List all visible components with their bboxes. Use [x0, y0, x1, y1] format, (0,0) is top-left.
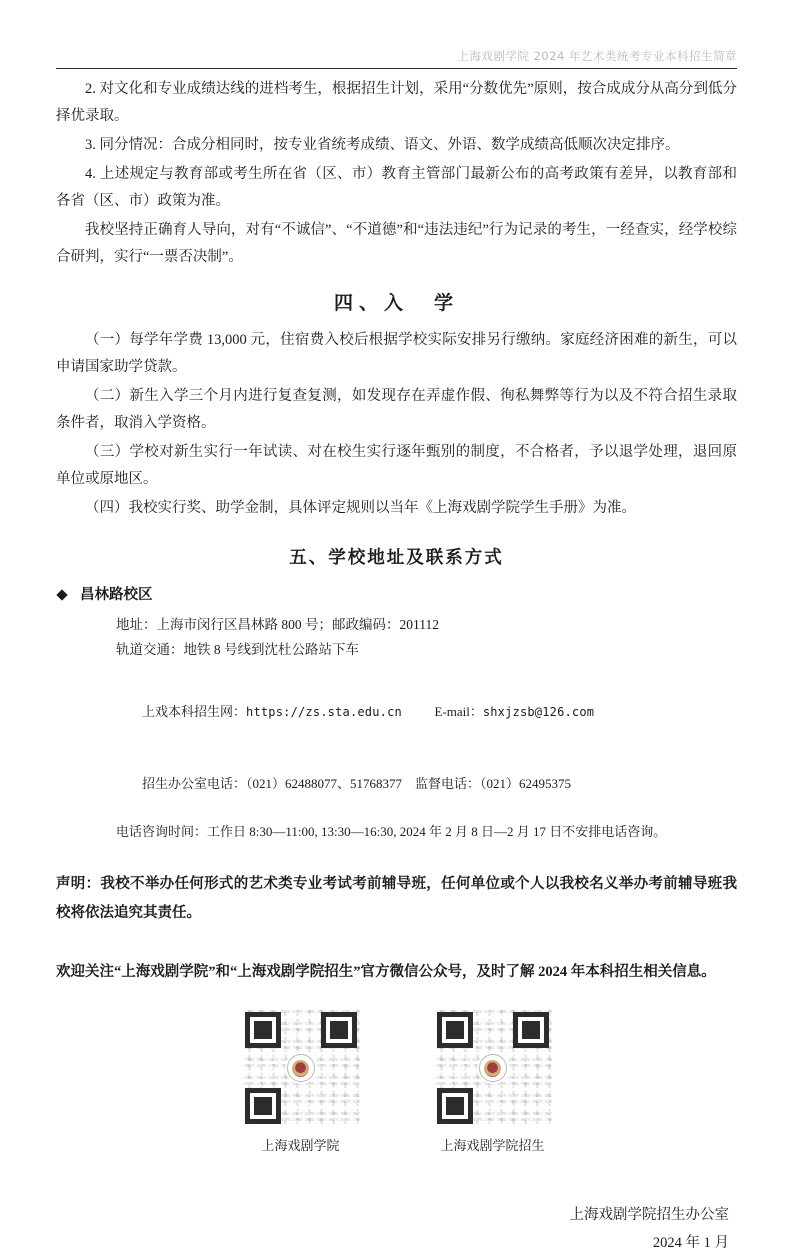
wechat-follow-notice: 欢迎关注“上海戏剧学院”和“上海戏剧学院招生”官方微信公众号，及时了解 2024 年本科招生相关信息。 [56, 964, 716, 980]
supervise-phone-value: （021）62495375 [480, 776, 572, 791]
header-divider [56, 68, 737, 69]
paragraph-item-3: 3. 同分情况：合成分相同时，按专业省统考成绩、语文、外语、数学成绩高低顺次决定排序。 [85, 137, 680, 153]
paragraph-item-4: 4. 上述规定与教育部或考生所在省（区、市）教育主管部门最新公布的高考政策有差异，以教育部和各省（区、市）政策为准。 [56, 166, 737, 209]
campus-address: 地址：上海市闵行区昌林路 800 号；邮政编码：201112 [116, 617, 439, 632]
office-phone-label: 招生办公室电话： [142, 776, 247, 791]
school-emblem-icon [479, 1054, 507, 1082]
campus-heading [56, 582, 737, 608]
diamond-bullet-icon [56, 589, 67, 600]
contact-row-website [116, 676, 737, 748]
contact-block [56, 676, 737, 844]
legal-statement: 声明：我校不举办任何形式的艺术类专业考试考前辅导班，任何单位或个人以我校名义举办考前辅导班我校将依法追究其责任。 [56, 876, 737, 921]
website-value[interactable]: https://zs.sta.edu.cn [246, 705, 402, 719]
admission-item-4: （四）我校实行奖、助学金制，具体评定规则以当年《上海戏剧学院学生手册》为准。 [85, 500, 636, 516]
qr-eye-bottom-left-icon [245, 1088, 281, 1124]
spacer [56, 662, 737, 676]
website-label: 上戏本科招生网： [142, 704, 247, 719]
school-emblem-icon [287, 1054, 315, 1082]
signature-block [56, 1201, 737, 1257]
paragraph-item-2: 2. 对文化和专业成绩达线的进档考生，根据招生计划，采用“分数优先”原则，按合成成分从高分到低分择优录取。 [56, 81, 737, 124]
contact-row-phones [116, 748, 737, 820]
signature-org: 上海戏剧学院招生办公室 [569, 1207, 729, 1223]
office-phone-value: （021）62488077、51768377 [246, 776, 403, 791]
admission-item-1: （一）每学年学费 13,000 元，住宿费入校后根据学校实际安排另行缴纳。家庭经济困难的新生，可以申请国家助学贷款。 [56, 332, 737, 375]
admission-item-2: （二）新生入学三个月内进行复查复测，如发现存在弄虚作假、徇私舞弊等行为以及不符合招生录取条件者，取消入学资格。 [56, 388, 737, 431]
qr-item-school [242, 1009, 360, 1157]
qr-eye-top-left-icon [245, 1012, 281, 1048]
qr-code-school-icon[interactable] [242, 1009, 360, 1127]
campus-transit: 轨道交通：地铁 8 号线到沈杜公路站下车 [116, 642, 359, 657]
qr-eye-top-right-icon [321, 1012, 357, 1048]
section-title-address-contact: 五、学校地址及联系方式 [289, 547, 504, 567]
qr-code-group [56, 1009, 737, 1157]
admission-item-3: （三）学校对新生实行一年试读、对在校生实行逐年甄别的制度，不合格者，予以退学处理，退回原单位或原地区。 [56, 444, 737, 487]
email-label: E-mail： [434, 704, 483, 719]
contact-row-hours: 电话咨询时间：工作日 8:30—11:00, 13:30—16:30, 2024 年 2 月 8 日—2 月 17 日不安排电话咨询。 [116, 824, 667, 839]
campus-name: 昌林路校区 [80, 587, 153, 603]
page-header-watermark: 上海戏剧学院 2024 年艺术类统考专业本科招生简章 [457, 49, 737, 63]
paragraph-integrity-statement: 我校坚持正确育人导向，对有“不诚信”、“不道德”和“违法违纪”行为记录的考生，一经查实，经学校综合研判，实行“一票否决制”。 [56, 222, 737, 265]
supervise-phone-label: 监督电话： [415, 776, 481, 791]
qr-item-admissions [434, 1009, 552, 1157]
qr-caption-admissions: 上海戏剧学院招生 [440, 1138, 545, 1153]
email-value[interactable]: shxjzsb@126.com [482, 705, 595, 719]
document-content [56, 76, 737, 1257]
qr-eye-top-left-icon [437, 1012, 473, 1048]
qr-caption-school: 上海戏剧学院 [261, 1138, 340, 1153]
qr-eye-top-right-icon [513, 1012, 549, 1048]
section-title-admission: 四、入 学 [333, 293, 459, 314]
qr-code-admissions-icon[interactable] [434, 1009, 552, 1127]
qr-eye-bottom-left-icon [437, 1088, 473, 1124]
signature-date: 2024 年 1 月 [652, 1235, 729, 1251]
